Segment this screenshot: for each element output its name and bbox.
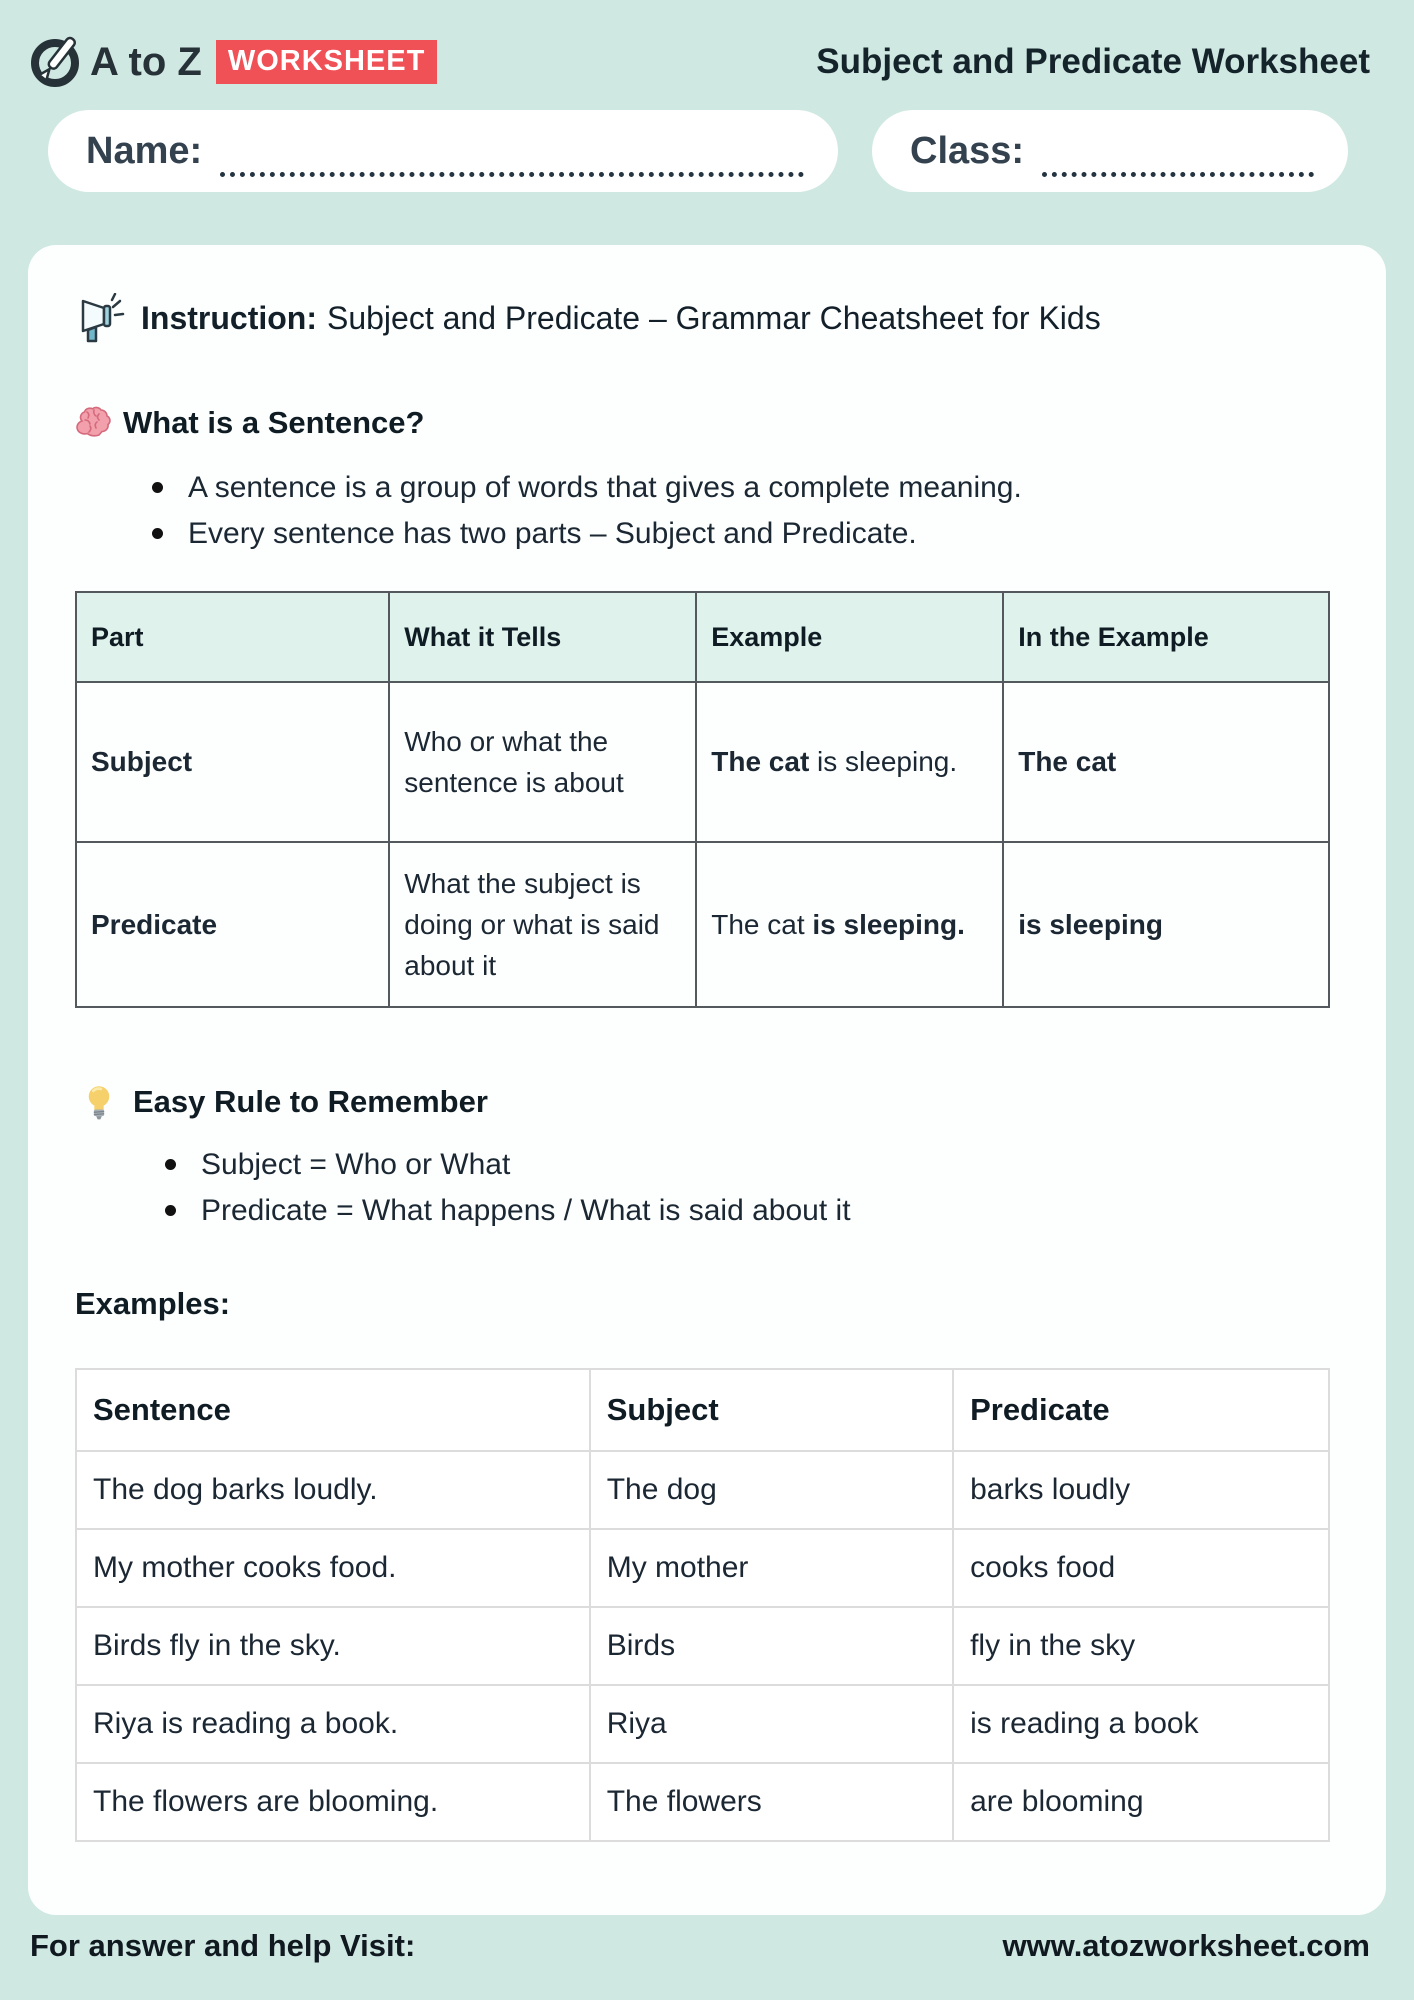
example-predicate: is reading a book (953, 1685, 1329, 1763)
page-title: Subject and Predicate Worksheet (816, 42, 1370, 81)
parts-header-in-example: In the Example (1003, 592, 1329, 682)
parts-subject-example (696, 682, 1003, 842)
table-row (76, 1685, 1329, 1763)
name-input-line[interactable] (220, 125, 804, 177)
parts-subject-tells: Who or what the sentence is about (389, 682, 696, 842)
brand-badge: WORKSHEET (216, 40, 438, 84)
parts-predicate-name: Predicate (76, 842, 389, 1007)
table-row (76, 1607, 1329, 1685)
megaphone-icon (75, 293, 125, 343)
rule-bullet-1: Subject = Who or What (163, 1142, 1330, 1188)
instruction-text (141, 300, 1101, 337)
example-sentence: My mother cooks food. (76, 1529, 590, 1607)
pen-circle-icon (30, 34, 80, 90)
parts-header-example: Example (696, 592, 1003, 682)
examples-header-subject: Subject (590, 1369, 953, 1451)
student-fields (48, 110, 1348, 192)
brand-logo (30, 34, 437, 90)
examples-heading: Examples: (75, 1286, 231, 1321)
footer-website-link[interactable]: www.atozworksheet.com (1002, 1928, 1370, 1963)
table-row (76, 842, 1329, 1007)
sentence-bullets (150, 465, 1330, 557)
example-subject: Birds (590, 1607, 953, 1685)
examples-header-row (76, 1369, 1329, 1451)
class-field (872, 110, 1348, 192)
table-row (76, 1451, 1329, 1529)
parts-subject-in-example: The cat (1003, 682, 1329, 842)
sentence-bullet-1: A sentence is a group of words that gives a complete meaning. (150, 465, 1330, 511)
class-input-line[interactable] (1042, 125, 1314, 177)
sentence-section-heading (75, 405, 1330, 441)
class-label: Class: (910, 129, 1025, 172)
examples-header-sentence: Sentence (76, 1369, 590, 1451)
example-sentence: Riya is reading a book. (76, 1685, 590, 1763)
name-label: Name: (86, 129, 203, 172)
parts-table (75, 591, 1330, 1008)
sentence-bullet-2: Every sentence has two parts – Subject and Predicate. (150, 511, 1330, 557)
example-sentence: Birds fly in the sky. (76, 1607, 590, 1685)
example-bold-segment: The cat (711, 746, 810, 777)
table-row (76, 1529, 1329, 1607)
instruction-label: Instruction: (141, 299, 317, 336)
example-subject: The dog (590, 1451, 953, 1529)
rule-bullet-2: Predicate = What happens / What is said about it (163, 1188, 1330, 1234)
parts-table-header-row (76, 592, 1329, 682)
brand-name: A to Z (90, 39, 202, 84)
content-card (28, 245, 1386, 1915)
examples-table (75, 1368, 1330, 1842)
instruction-row (75, 293, 1330, 343)
table-row (76, 1763, 1329, 1841)
parts-predicate-in-example: is sleeping (1003, 842, 1329, 1007)
example-sentence: The dog barks loudly. (76, 1451, 590, 1529)
example-subject: My mother (590, 1529, 953, 1607)
example-subject: Riya (590, 1685, 953, 1763)
parts-predicate-tells: What the subject is doing or what is said about it (389, 842, 696, 1007)
examples-header-predicate: Predicate (953, 1369, 1329, 1451)
brain-icon (75, 406, 111, 440)
rule-heading-text: Easy Rule to Remember (133, 1084, 488, 1119)
example-predicate: barks loudly (953, 1451, 1329, 1529)
rule-bullets (163, 1142, 1330, 1234)
example-predicate: are blooming (953, 1763, 1329, 1841)
example-rest-segment: is sleeping. (809, 746, 958, 777)
parts-subject-name: Subject (76, 682, 389, 842)
footer (30, 1928, 1370, 1964)
instruction-body: Subject and Predicate – Grammar Cheatsheet for Kids (326, 299, 1101, 336)
rule-section-heading (85, 1084, 1330, 1120)
parts-predicate-example (696, 842, 1003, 1007)
example-predicate: fly in the sky (953, 1607, 1329, 1685)
table-row (76, 682, 1329, 842)
example-pre-segment: The cat (711, 908, 813, 940)
name-field (48, 110, 838, 192)
parts-header-part: Part (76, 592, 389, 682)
example-subject: The flowers (590, 1763, 953, 1841)
header (0, 0, 1414, 96)
lightbulb-icon (85, 1085, 121, 1119)
example-predicate: cooks food (953, 1529, 1329, 1607)
sentence-heading-text: What is a Sentence? (123, 405, 425, 440)
example-sentence: The flowers are blooming. (76, 1763, 590, 1841)
example-bold-segment: is sleeping. (812, 908, 965, 940)
footer-help-text: For answer and help Visit: (30, 1928, 416, 1963)
parts-header-tells: What it Tells (389, 592, 696, 682)
